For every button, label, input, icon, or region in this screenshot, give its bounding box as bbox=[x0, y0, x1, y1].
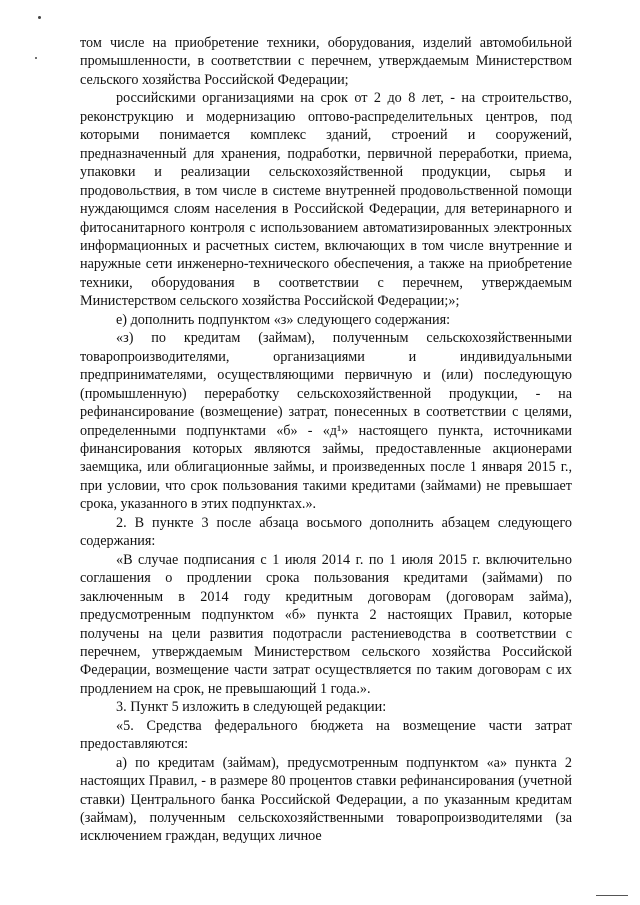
paragraph: 2. В пункте 3 после абзаца восьмого дополнить абзацем следующего содержания: bbox=[80, 514, 572, 550]
paragraph: российскими организациями на срок от 2 до 8 лет, - на строительство, реконструкцию и модернизацию оптово-распределительных центров, под которыми понимается комплекс зданий, строений и сооружений, предназначенный для хранения, подработки, первичной переработки, приема, упаковки и реализации сельскохозяйственной продукции, сырья и продовольствия, в том числе в системе внутренней продовольственной помощи нуждающимся слоям населения в Российской Федерации, для ветеринарного и фитосанитарного контроля с использованием автоматизированных электронных информационных и расчетных систем, включающих в том числе внутренние и наружные сети инженерно-технического обеспечения, а также на приобретение техники, оборудования в соответствии с перечнем, утверждаемым Министерством сельского хозяйства Российской Федерации;»; bbox=[80, 90, 572, 310]
paragraph: 3. Пункт 5 изложить в следующей редакции: bbox=[116, 699, 387, 716]
paragraph: а) по кредитам (займам), предусмотренным подпунктом «а» пункта 2 настоящих Правил, - в размере 80 процентов ставки рефинансирования (учетной ставки) Центрального банка Российской Федерации, а по указанным кредитам (займам), полученным сельскохозяйственными товаропроизводителями (за исключением граждан, ведущих личное bbox=[80, 754, 572, 845]
document-body bbox=[80, 34, 572, 846]
footer-rule bbox=[596, 895, 628, 896]
scan-speck-mark bbox=[38, 16, 41, 19]
paragraph: «В случае подписания с 1 июля 2014 г. по 1 июля 2015 г. включительно соглашения о продлении срока пользования кредитами (займами) по заключенным в 2014 году кредитным договорам (договорам займа), предусмотренным подпунктом «б» пункта 2 настоящих Правил, которые получены на цели развития подотрасли растениеводства в соответствии с перечнем, утверждаемым Министерством сельского хозяйства Российской Федерации, возмещение части затрат осуществляется по таким договорам с их продлением на срок, не превышающий 1 года.». bbox=[80, 551, 572, 697]
scan-speck-mark bbox=[35, 57, 37, 59]
paragraph: «з) по кредитам (займам), полученным сельскохозяйственными товаропроизводителями, организациями и индивидуальными предпринимателями, осуществляющими первичную и (или) последующую (промышленную) переработку сельскохозяйственной продукции, - на рефинансирование (возмещение) затрат, понесенных в соответствии с целями, определенными подпунктами «б» - «д¹» настоящего пункта, источниками финансирования которых являются займы, предоставленные акционерами заемщика, или облигационные займы, и произведенных после 1 января 2015 г., при условии, что срок пользования такими кредитами (займами) не превышает срока, указанного в этих подпунктах.». bbox=[80, 330, 572, 513]
paragraph: «5. Средства федерального бюджета на возмещение части затрат предоставляются: bbox=[80, 717, 572, 753]
paragraph: том числе на приобретение техники, оборудования, изделий автомобильной промышленности, в соответствии с перечнем, утверждаемым Министерством сельского хозяйства Российской Федерации; bbox=[80, 35, 572, 88]
paragraph: е) дополнить подпунктом «з» следующего содержания: bbox=[116, 311, 451, 328]
